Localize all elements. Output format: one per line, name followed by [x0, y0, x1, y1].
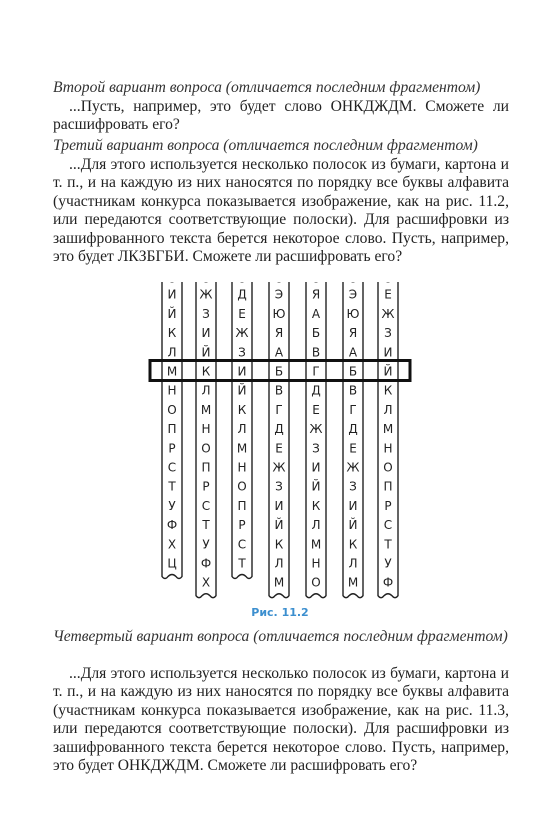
strip-letter: К: [311, 498, 321, 513]
strip-letter: М: [236, 441, 248, 456]
strip-letter: З: [202, 306, 210, 321]
third-variant-body: ...Для этого используется несколько полосок из бумаги, картона и т. п., и на каждую из них наносятся по порядку все буквы алфавита (участникам конкурса показывается изображение, как на рис. 11.2, или передаются соответствующие полоски). Для расшифровки из зашифрованного текста берется некоторое слово. Пусть, например, это будет ЛКЗБГБИ. Сможете ли расшифровать его?: [53, 156, 509, 266]
strip-letter: И: [311, 460, 321, 475]
cipher-strips-figure: [0, 282, 560, 604]
strip-letter: Н: [201, 422, 211, 437]
strip-letter: Н: [237, 460, 247, 475]
strip-letter: К: [274, 537, 284, 552]
strip-letter: И: [274, 498, 284, 513]
strip-letter: Д: [311, 383, 321, 398]
strip-letter: Ц: [167, 556, 177, 571]
strip-letter: Ф: [382, 575, 394, 590]
strip-letter: Й: [311, 479, 321, 494]
strip-letter: О: [311, 575, 321, 590]
strip-letter: М: [310, 537, 322, 552]
strip-letter: И: [237, 364, 247, 379]
strip-letter: Х: [201, 575, 211, 590]
strip-letter: О: [237, 479, 247, 494]
strip-letter: П: [383, 479, 393, 494]
strip-letter: О: [201, 441, 211, 456]
strip-letter: Э: [274, 287, 284, 302]
strip-letter: Т: [202, 518, 210, 533]
strip-letter: М: [347, 575, 359, 590]
strip-letter: Б: [348, 364, 358, 379]
strip-letter: Я: [274, 326, 284, 341]
strip-letter: У: [384, 556, 392, 571]
strip-letter: С: [201, 498, 211, 513]
strip-letter: З: [238, 345, 246, 360]
strip-letter: И: [383, 345, 393, 360]
strip-letter: Л: [348, 556, 358, 571]
second-variant-body: ...Пусть, например, это будет слово ОНКДЖДМ. Сможете ли расшифровать его?: [53, 98, 509, 134]
strip-letter: З: [275, 479, 283, 494]
strip-letter: З: [384, 326, 392, 341]
strip-letter: Ю: [272, 306, 286, 321]
strip-letter: Я: [311, 287, 321, 302]
strip-letter: Н: [311, 556, 321, 571]
strip-letter: С: [237, 537, 247, 552]
strip-letter: Р: [168, 441, 176, 456]
strip-letter: В: [348, 383, 358, 398]
strip-letter: Е: [312, 402, 320, 417]
strip-letter: И: [167, 287, 177, 302]
strip-letter: Р: [384, 498, 392, 513]
strip-letter: И: [348, 498, 358, 513]
strip-letter: Р: [202, 479, 210, 494]
strip-letter: Н: [383, 441, 393, 456]
strip-letter: Т: [384, 537, 392, 552]
strip-letter: К: [201, 364, 211, 379]
strip-letter: Л: [201, 383, 211, 398]
strip-letter: Т: [168, 479, 176, 494]
strip-letter: Ж: [309, 422, 323, 437]
strip-letter: С: [383, 518, 393, 533]
strip-letter: Л: [383, 402, 393, 417]
cipher-strip: [162, 282, 182, 579]
strip-letter: Ж: [381, 306, 395, 321]
cipher-strip: [269, 282, 289, 598]
strip-letter: В: [311, 345, 321, 360]
strip-letter: Л: [311, 518, 321, 533]
strip-letter: Н: [167, 383, 177, 398]
strip-letter: У: [202, 537, 210, 552]
strip-letter: Э: [348, 287, 358, 302]
strip-letter: Д: [274, 422, 284, 437]
third-variant-heading: Третий вариант вопроса (отличается последним фрагментом): [53, 137, 478, 154]
strip-letter: Б: [311, 326, 321, 341]
strip-letter: А: [311, 306, 321, 321]
strip-letter: Д: [237, 287, 247, 302]
cipher-strip: [196, 282, 216, 598]
strip-letter: Т: [238, 556, 246, 571]
strip-letter: Х: [167, 537, 177, 552]
strip-letter: Г: [312, 364, 320, 379]
cipher-strip: [232, 282, 252, 579]
strip-letter: Е: [238, 306, 246, 321]
strip-letter: К: [383, 383, 393, 398]
strip-letter: М: [166, 364, 178, 379]
strip-letter: Ж: [346, 460, 360, 475]
fourth-variant-body: ...Для этого используется несколько полосок из бумаги, картона и т. п., и на каждую из них наносятся по порядку все буквы алфавита (участникам конкурса показывается изображение, как на рис. 11.3, или передаются соответствующие полоски). Для расшифровки из зашифрованного текста берется некоторое слово. Пусть, например, это будет ОНКДЖДМ. Сможете ли расшифровать его?: [53, 665, 509, 775]
strip-letter: Л: [237, 422, 247, 437]
strip-letter: Й: [274, 518, 284, 533]
strip-letter: И: [201, 326, 211, 341]
strip-letter: К: [348, 537, 358, 552]
strip-letter: З: [349, 479, 357, 494]
strip-letter: Е: [275, 441, 283, 456]
strip-letter: З: [312, 441, 320, 456]
strip-letter: П: [237, 498, 247, 513]
strip-letter: Р: [238, 518, 246, 533]
strip-letter: А: [348, 345, 358, 360]
strip-letter: Ю: [346, 306, 360, 321]
cipher-strip: [306, 282, 326, 598]
strip-letter: М: [273, 575, 285, 590]
strip-letter: Г: [349, 402, 357, 417]
figure-caption: Рис. 11.2: [251, 606, 309, 619]
strip-letter: Е: [384, 287, 392, 302]
strip-letter: Д: [348, 422, 358, 437]
strip-letter: Г: [275, 402, 283, 417]
strip-letter: Ж: [235, 326, 249, 341]
strip-letter: Л: [274, 556, 284, 571]
strip-letter: П: [201, 460, 211, 475]
second-variant-heading: Второй вариант вопроса (отличается последним фрагментом): [53, 79, 481, 96]
strip-letter: Ж: [272, 460, 286, 475]
strip-letter: П: [167, 422, 177, 437]
fourth-variant-heading: Четвертый вариант вопроса (отличается последним фрагментом): [53, 628, 508, 645]
strip-letter: Б: [274, 364, 284, 379]
strip-letter: Я: [348, 326, 358, 341]
strip-letter: К: [237, 402, 247, 417]
strip-letter: Й: [167, 306, 177, 321]
strip-letter: Е: [349, 441, 357, 456]
strip-letter: Й: [237, 383, 247, 398]
cipher-strip: [378, 282, 398, 598]
strip-letter: Й: [201, 345, 211, 360]
strip-letter: О: [167, 402, 177, 417]
strip-letter: В: [274, 383, 284, 398]
strip-letter: Ф: [166, 518, 178, 533]
strip-letter: М: [200, 402, 212, 417]
strip-letter: С: [167, 460, 177, 475]
strip-letter: М: [382, 422, 394, 437]
strip-letter: К: [167, 326, 177, 341]
strip-letter: Ф: [200, 556, 212, 571]
cipher-strip: [343, 282, 363, 598]
strip-letter: У: [168, 498, 176, 513]
strip-letter: Й: [348, 518, 358, 533]
strip-letter: О: [383, 460, 393, 475]
strip-letter: Л: [167, 345, 177, 360]
strip-letter: Й: [383, 364, 393, 379]
strip-letter: А: [274, 345, 284, 360]
strip-letter: Ж: [199, 287, 213, 302]
